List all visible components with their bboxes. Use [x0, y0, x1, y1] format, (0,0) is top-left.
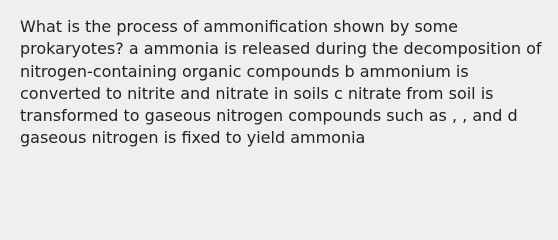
question-line-3: nitrogen-containing organic compounds b ammonium is [20, 61, 469, 81]
question-line-1: What is the process of ammonification shown by some [20, 17, 459, 36]
question-line-4: converted to nitrite and nitrate in soils c nitrate from soil is [20, 83, 494, 103]
question-line-6: gaseous nitrogen is fixed to yield ammonia [20, 128, 366, 148]
question-text [20, 16, 550, 150]
question-line-5: transformed to gaseous nitrogen compounds such as , , and d [20, 106, 518, 126]
question-line-2: prokaryotes? a ammonia is released during the decomposition of [20, 39, 542, 59]
